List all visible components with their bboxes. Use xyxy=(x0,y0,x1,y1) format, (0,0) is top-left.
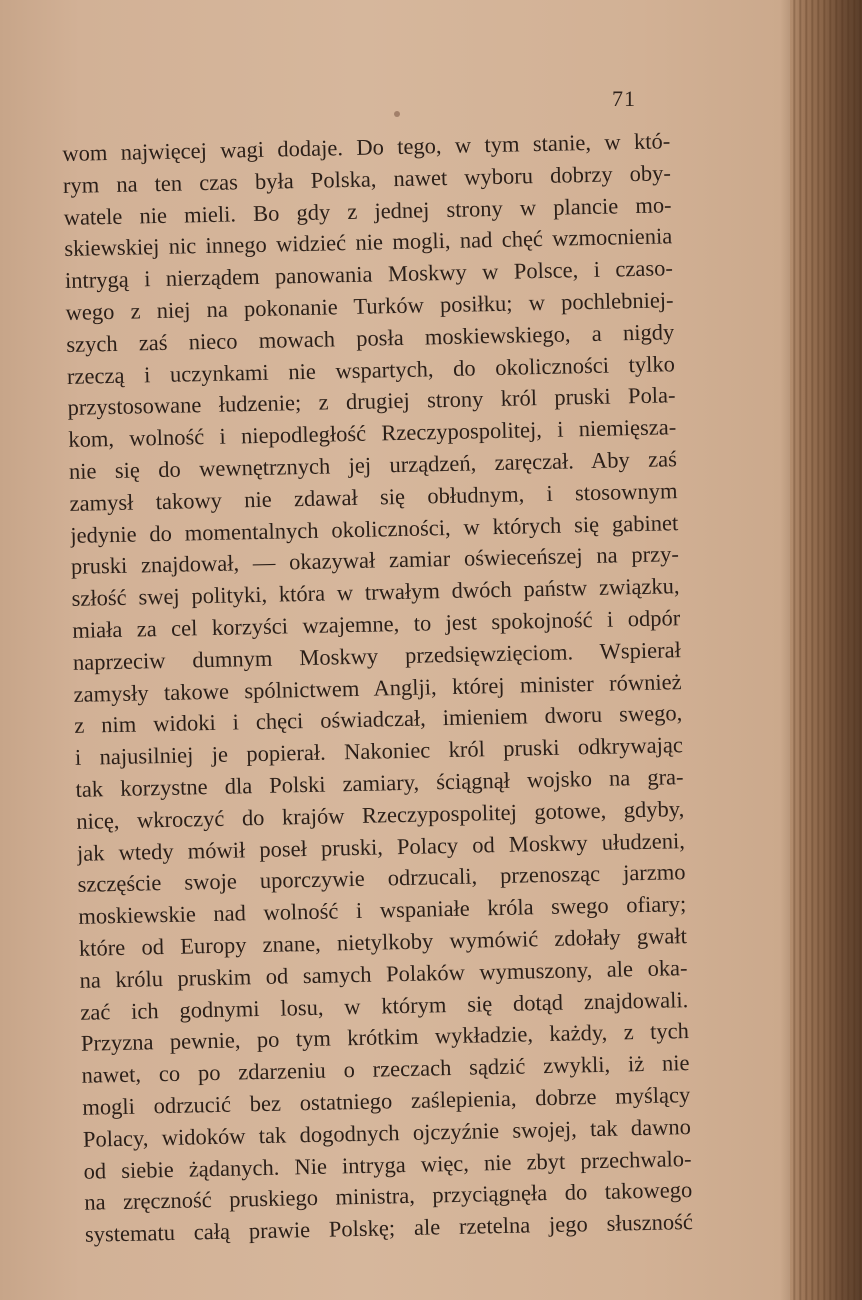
text-line: i najusilniej je popierał. Nakoniec król pruski odkrywając xyxy=(74,732,684,771)
text-line: szczęście swoje uporczywie odrzucali, przenosząc jarzmo xyxy=(77,859,686,898)
text-line: rzeczą i uczynkami nie wspartych, do okoliczności tylko xyxy=(66,350,676,389)
text-line: od siebie żądanych. Nie intryga więc, nie zbyt przechwalo- xyxy=(83,1145,692,1184)
text-line: wom najwięcej wagi dodaje. Do tego, w tym stanie, w któ- xyxy=(62,128,671,166)
text-line: miała za cel korzyści wzajemne, to jest spokojność i odpór xyxy=(72,605,681,643)
text-line: Przyzna pewnie, po tym krótkim wykładzie, każdy, z tych xyxy=(80,1018,690,1057)
text-line: nicę, wkroczyć do krajów Rzeczypospolitej gotowe, gdyby, xyxy=(76,795,685,834)
text-line: zamysł takowy nie zdawał się obłudnym, i stosownym xyxy=(69,477,678,516)
paper-stain xyxy=(394,111,400,117)
text-line: wego z niej na pokonanie Turków posiłku; w pochlebniej- xyxy=(65,287,674,325)
text-line: mogli odrzucić bez ostatniego zaślepienia, dobrze myślący xyxy=(82,1081,691,1120)
text-line: na królu pruskim od samych Polaków wymuszony, ale oka- xyxy=(79,954,688,993)
body-text xyxy=(62,125,693,1250)
text-line: szych zaś nieco mowach posła moskiewskiego, a nigdy xyxy=(66,319,675,357)
text-line: skiewskiej nic innego widzieć nie mogli, nad chęć wzmocnienia xyxy=(64,223,673,262)
text-line: z nim widoki i chęci oświadczał, imieniem dworu swego, xyxy=(74,700,683,739)
text-line: szłość swej polityki, która w trwałym dwóch państw związku, xyxy=(71,573,680,612)
text-line: Polacy, widoków tak dogodnych ojczyźnie swojej, tak dawno xyxy=(82,1113,692,1152)
text-line: jak wtedy mówił poseł pruski, Polacy od Moskwy ułudzeni, xyxy=(76,827,686,866)
text-line: przystosowane łudzenie; z drugiej strony król pruski Pola- xyxy=(67,382,676,421)
text-line: nie się do wewnętrznych jej urządzeń, zaręczał. Aby zaś xyxy=(68,446,678,484)
page-stack-edge xyxy=(790,0,862,1300)
text-line: zamysły takowe spólnictwem Anglji, której minister również xyxy=(73,668,682,707)
text-line: rym na ten czas była Polska, nawet wyboru dobrzy oby- xyxy=(62,160,672,198)
page-number: 71 xyxy=(612,86,636,111)
text-line: pruski znajdował, — okazywał zamiar oświeceńszej na przy- xyxy=(70,541,680,580)
text-line: moskiewskie nad wolność i wspaniałe króla swego ofiary; xyxy=(78,891,687,929)
text-line: zać ich godnymi losu, w którym się dotąd znajdowali. xyxy=(80,986,689,1025)
text-line: naprzeciw dumnym Moskwy przedsięwzięciom. Wspierał xyxy=(72,636,682,675)
text-line: na zręczność pruskiego ministra, przyciągnęła do takowego xyxy=(84,1177,693,1216)
text-line: watele nie mieli. Bo gdy z jednej strony w plancie mo- xyxy=(63,191,672,230)
text-line: nawet, co po zdarzeniu o rzeczach sądzić zwykli, iż nie xyxy=(81,1050,690,1088)
text-line: jedynie do momentalnych okoliczności, w których się gabinet xyxy=(70,509,679,548)
text-line: tak korzystne dla Polski zamiary, ściągnął wojsko na gra- xyxy=(75,764,684,802)
text-line: systematu całą prawie Polskę; ale rzetelna jego słuszność xyxy=(84,1209,694,1247)
text-line: intrygą i nierządem panowania Moskwy w Polsce, i czaso- xyxy=(64,255,674,294)
text-line: które od Europy znane, nietylkoby wymówić zdołały gwałt xyxy=(78,923,688,961)
text-line: kom, wolność i niepodległość Rzeczypospolitej, i niemięsza- xyxy=(68,414,677,453)
